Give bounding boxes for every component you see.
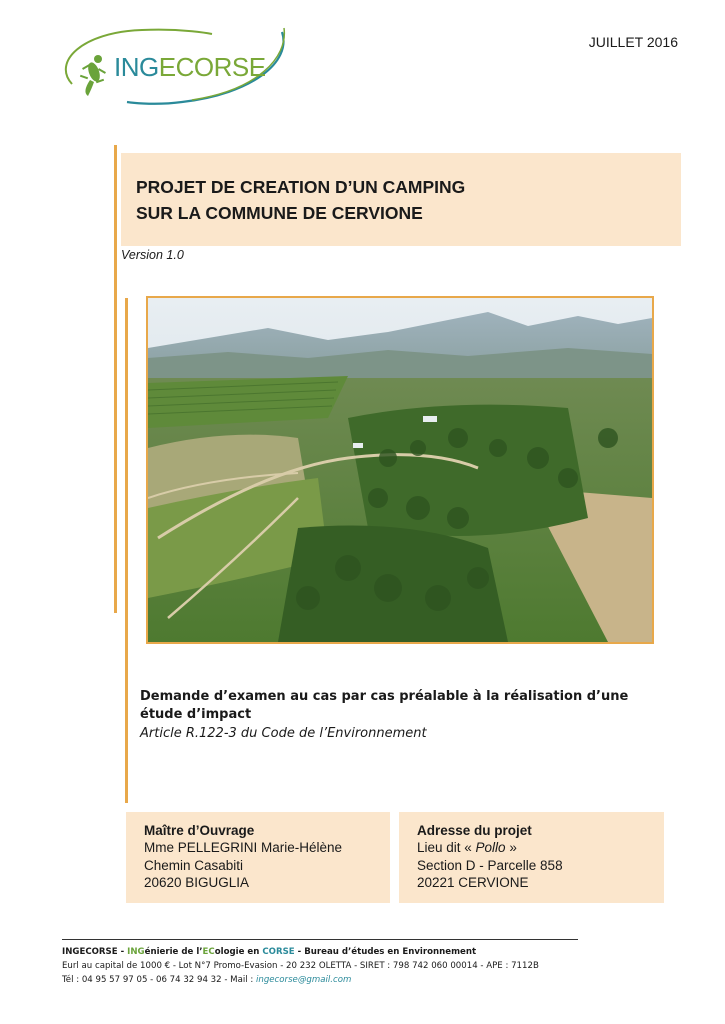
- title-box: [121, 153, 681, 246]
- maitre-ouvrage-city: 20620 BIGUGLIA: [144, 875, 250, 890]
- maitre-ouvrage-street: Chemin Casabiti: [144, 857, 244, 873]
- lieu-dit-prefix: Lieu dit «: [417, 840, 476, 855]
- footer-corse: CORSE: [262, 947, 295, 957]
- lieu-dit-place: Pollo: [475, 840, 506, 855]
- footer-line-3: [62, 973, 662, 987]
- logo-text-ecorse: ECORSE: [158, 52, 266, 82]
- accent-bar-lower: [125, 298, 128, 803]
- description-line-1: Demande d’examen au cas par cas préalable à la réalisation d’une: [140, 689, 629, 704]
- adresse-parcelle: Section D - Parcelle 858: [417, 857, 563, 873]
- description-line-2: étude d’impact: [140, 707, 252, 722]
- title-line-2: SUR LA COMMUNE DE CERVIONE: [136, 203, 423, 223]
- footer-line-1: [62, 945, 662, 959]
- footer-email-link[interactable]: ingecorse@gmail.com: [255, 975, 352, 985]
- company-logo: [52, 22, 292, 114]
- footer-bureau: - Bureau d’études en Environnement: [294, 947, 477, 957]
- maitre-ouvrage-name: Mme PELLEGRINI Marie-Hélène: [144, 840, 343, 855]
- adresse-projet-title: Adresse du projet: [417, 823, 532, 838]
- request-description: [140, 688, 660, 743]
- description-article: Article R.122-3 du Code de l’Environnement: [140, 726, 427, 741]
- page-footer: [62, 945, 662, 987]
- lieu-dit-suffix: »: [505, 840, 517, 855]
- title-line-1: PROJET DE CREATION D’UN CAMPING: [136, 177, 466, 197]
- footer-ologie: ologie en: [214, 947, 263, 957]
- footer-ec: EC: [202, 947, 215, 957]
- footer-divider: [62, 939, 578, 940]
- footer-sep: -: [117, 947, 128, 957]
- adresse-city: 20221 CERVIONE: [417, 875, 529, 890]
- footer-line-2: Eurl au capital de 1000 € - Lot N°7 Promo-Evasion - 20 232 OLETTA - SIRET : 798 742 060 00014 - APE : 7112B: [62, 961, 539, 971]
- maitre-ouvrage-title: Maître d’Ouvrage: [144, 823, 255, 838]
- adresse-lieu-dit: [417, 839, 664, 857]
- maitre-ouvrage-box: [126, 812, 390, 903]
- version-label: Version 1.0: [121, 248, 184, 262]
- logo-text-ing: ING: [114, 52, 159, 82]
- footer-contact: Tél : 04 95 57 97 05 - 06 74 32 94 32 - Mail :: [62, 975, 256, 985]
- footer-company: INGECORSE: [62, 947, 118, 957]
- adresse-projet-box: [399, 812, 664, 903]
- logo-wordmark: [114, 52, 266, 83]
- aerial-photo: [146, 296, 654, 644]
- accent-bar-upper: [114, 145, 117, 613]
- document-date: JUILLET 2016: [588, 34, 678, 50]
- footer-ing: ING: [127, 947, 145, 957]
- footer-enierie: énierie de l’: [144, 947, 203, 957]
